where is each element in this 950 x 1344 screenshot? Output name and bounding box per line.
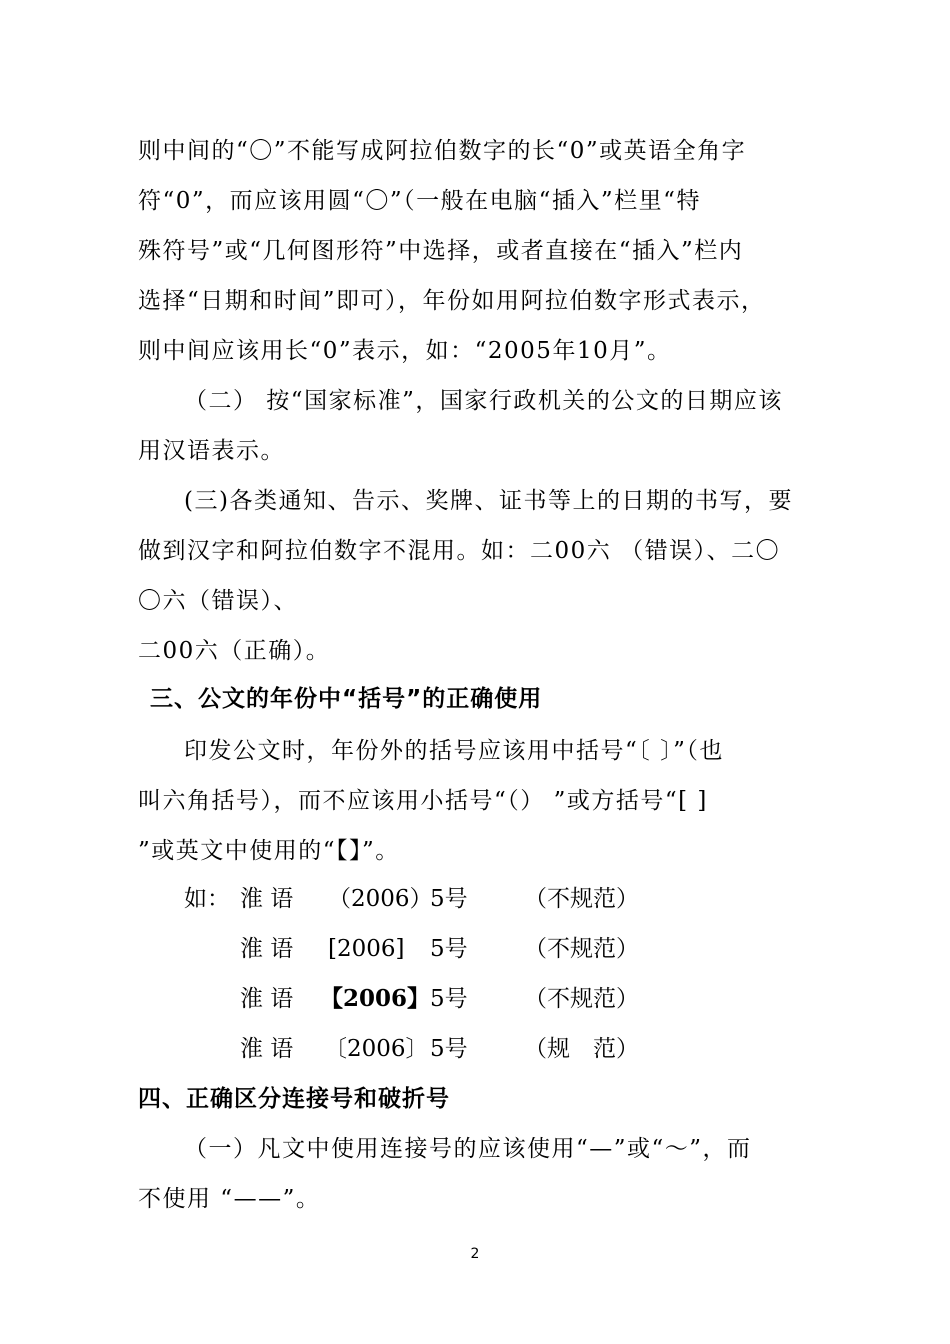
page-number: 2 <box>470 1246 480 1262</box>
example-org: 淮 语 <box>240 986 294 1012</box>
paragraph-line: 做到汉字和阿拉伯数字不混用。如：二00六 （错误）、二〇 <box>138 538 781 564</box>
paragraph-line: 选择“日期和时间”即可），年份如用阿拉伯数字形式表示， <box>138 288 766 314</box>
paragraph-line: (三)各类通知、告示、奖牌、证书等上的日期的书写，要 <box>184 488 793 514</box>
paragraph-line: 符“0”，而应该用圆“〇”（一般在电脑“插入”栏里“特 <box>138 188 701 214</box>
example-verdict: （不规范） <box>524 936 639 962</box>
example-number: 5号 <box>430 1036 468 1062</box>
example-org: 淮 语 <box>240 1036 294 1062</box>
example-verdict: （规 范） <box>524 1036 639 1062</box>
section-heading-4: 四、正确区分连接号和破折号 <box>138 1086 450 1112</box>
example-number: 5号 <box>430 986 468 1012</box>
paragraph-line: 则中间应该用长“0”表示，如：“2005年10月”。 <box>138 338 672 364</box>
paragraph-line: ”或英文中使用的“【】”。 <box>138 838 400 864</box>
paragraph-line: 用汉语表示。 <box>138 438 285 464</box>
paragraph-line: 二00六（正确）。 <box>138 638 331 664</box>
example-verdict: （不规范） <box>524 986 639 1012</box>
paragraph-line: 〇六（错误）、 <box>138 588 298 614</box>
example-row <box>240 1034 680 1064</box>
example-row <box>240 884 680 914</box>
example-row <box>240 934 680 964</box>
example-row <box>240 984 680 1014</box>
example-number: 5号 <box>430 936 468 962</box>
example-year: 【2006】 <box>320 985 431 1012</box>
example-verdict: （不规范） <box>524 886 639 912</box>
paragraph-line: 则中间的“〇”不能写成阿拉伯数字的长“0”或英语全角字 <box>138 138 747 164</box>
paragraph-line: （二） 按“国家标准”，国家行政机关的公文的日期应该 <box>184 388 783 414</box>
example-org: 淮 语 <box>240 886 294 912</box>
paragraph-line: 印发公文时，年份外的括号应该用中括号“〔 〕”（也 <box>184 738 724 764</box>
example-year: 〔2006〕 <box>324 1036 429 1062</box>
paragraph-line: 不使用 “——”。 <box>138 1186 321 1212</box>
paragraph-line: 叫六角括号），而不应该用小括号“（） ”或方括号“[ ] <box>138 788 708 814</box>
example-prefix: 如： <box>184 886 230 912</box>
example-year: （2006） <box>328 886 433 912</box>
example-org: 淮 语 <box>240 936 294 962</box>
section-heading-3: 三、公文的年份中“括号”的正确使用 <box>150 686 543 712</box>
example-number: 5号 <box>430 886 468 912</box>
example-year: [2006] <box>328 936 405 962</box>
paragraph-line: （一）凡文中使用连接号的应该使用“—”或“～”，而 <box>184 1136 752 1162</box>
paragraph-line: 殊符号”或“几何图形符”中选择，或者直接在“插入”栏内 <box>138 238 744 264</box>
